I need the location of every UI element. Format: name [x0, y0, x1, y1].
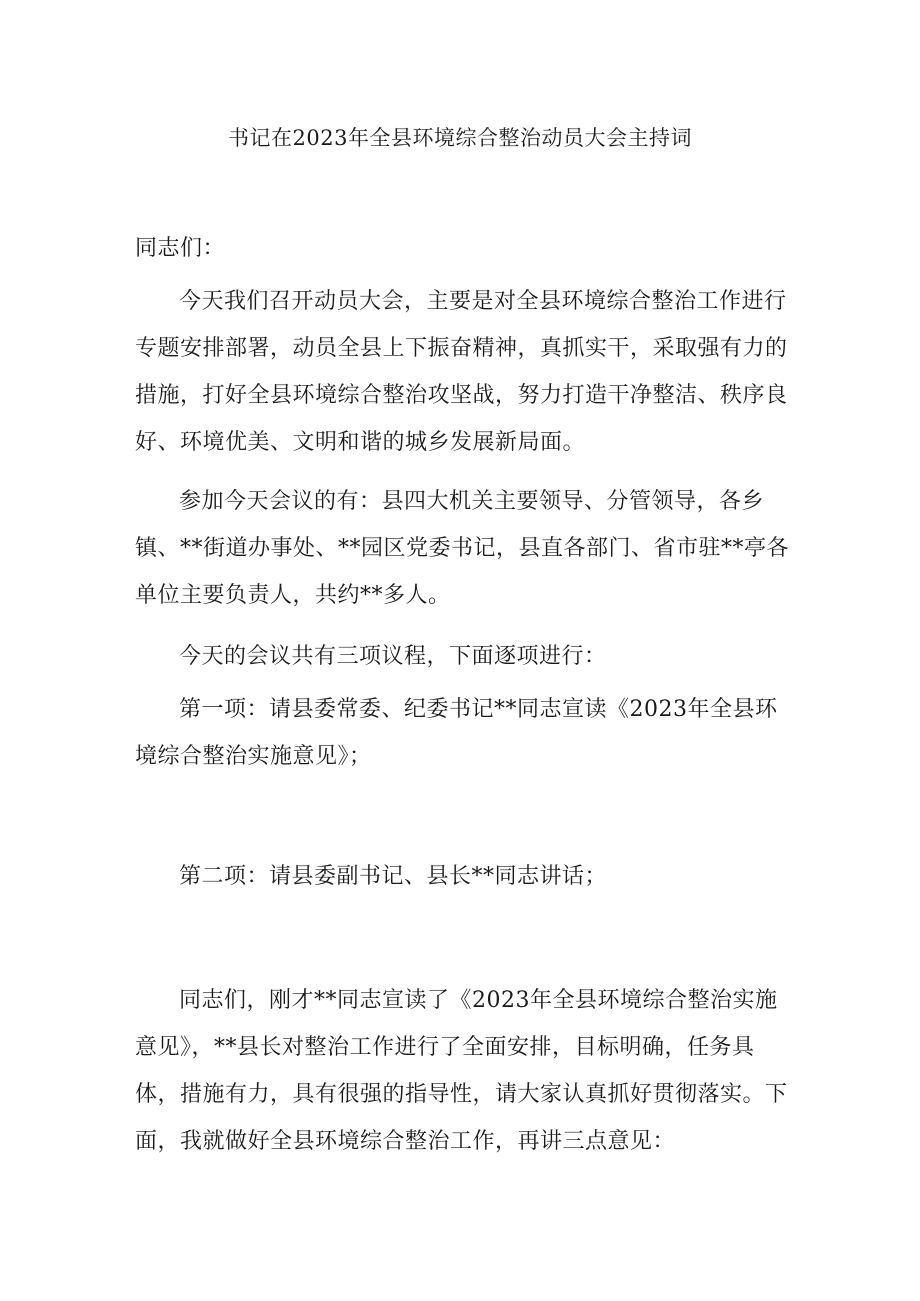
paragraph-summary: 同志们，刚才**同志宣读了《2023年全县环境综合整治实施意见》，**县长对整治工作进行了全面安排，目标明确，任务具体，措施有力，具有很强的指导性，请大家认真抓好贯彻落实。下面，我就做好全县环境综合整治工作，再讲三点意见：: [135, 988, 788, 1154]
document-title: 书记在2023年全县环境综合整治动员大会主持词: [228, 126, 692, 150]
paragraph-item-two: 第二项：请县委副书记、县长**同志讲话；: [179, 864, 608, 889]
paragraph-agenda: 今天的会议共有三项议程，下面逐项进行：: [179, 644, 607, 669]
paragraph-opening: 今天我们召开动员大会，主要是对全县环境综合整治工作进行专题安排部署，动员全县上下振奋精神，真抓实干，采取强有力的措施，打好全县环境综合整治攻坚战，努力打造干净整洁、秩序良好、环境优美、文明和谐的城乡发展新局面。: [135, 289, 788, 455]
paragraph-attendees: 参加今天会议的有：县四大机关主要领导、分管领导，各乡镇、**街道办事处、**园区党委书记，县直各部门、省市驻**亭各单位主要负责人，共约**多人。: [135, 489, 790, 608]
salutation: 同志们：: [135, 236, 226, 261]
paragraph-item-one: 第一项：请县委常委、纪委书记**同志宣读《2023年全县环境综合整治实施意见》；: [135, 697, 778, 769]
